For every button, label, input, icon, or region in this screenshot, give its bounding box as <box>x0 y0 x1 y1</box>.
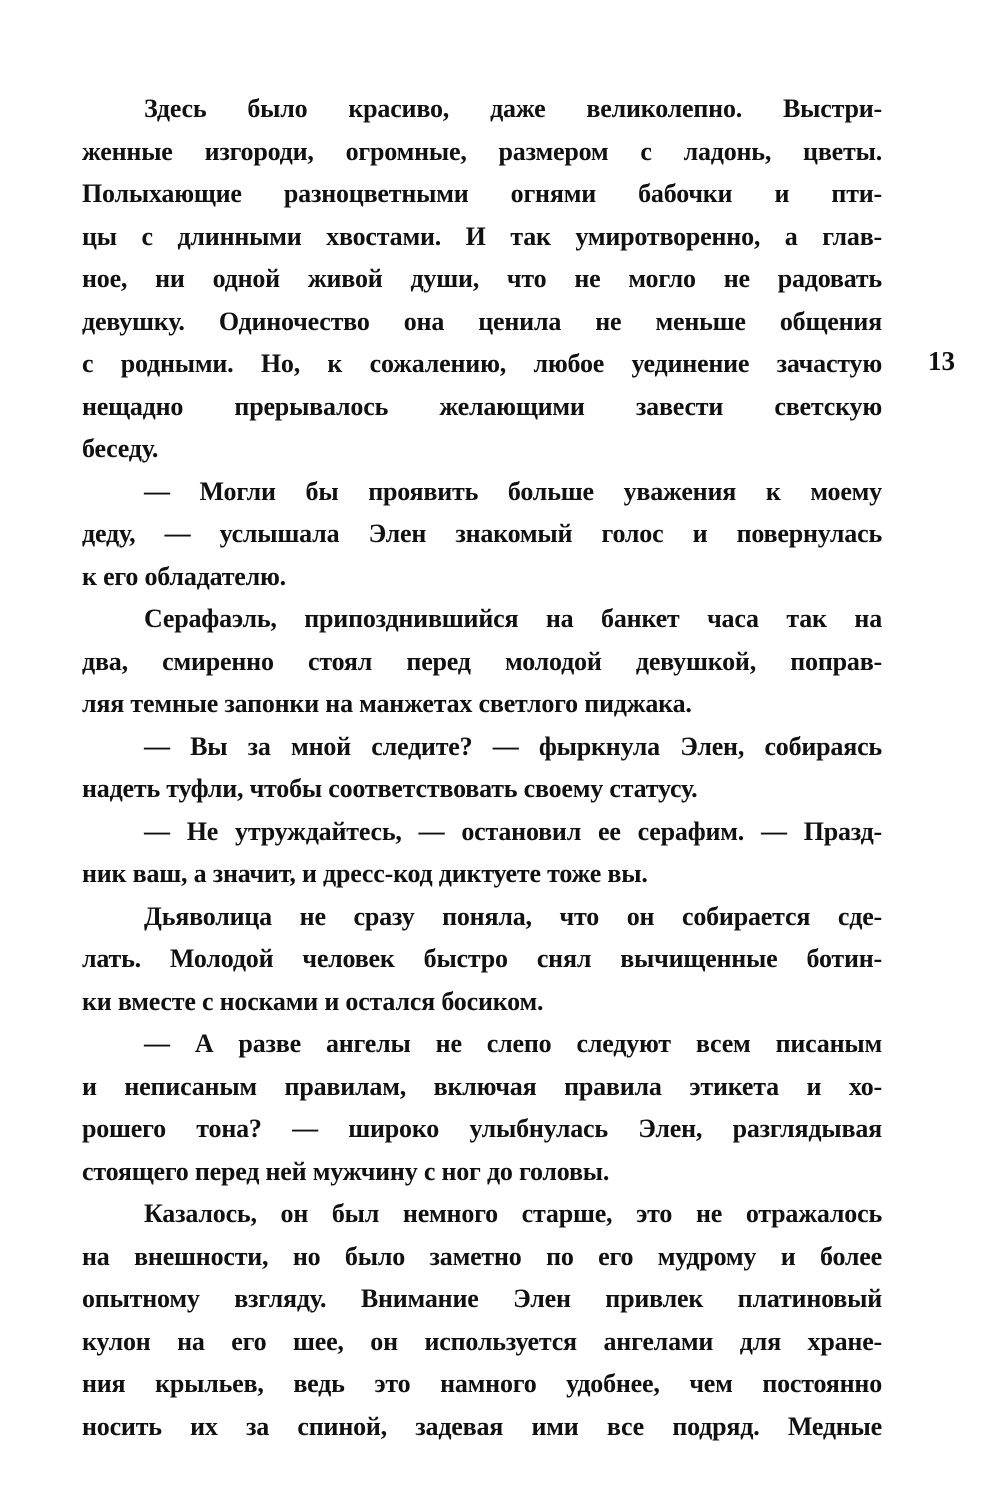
text-line: — Не утруждайтесь, — остановил ее серафим. — Празд- <box>144 816 882 846</box>
text-line: Дьяволица не сразу поняла, что он собирается сде- <box>144 901 882 931</box>
text-line: кулон на его шее, он используется ангелами для хране- <box>82 1326 882 1356</box>
text-line: женные изгороди, огромные, размером с ладонь, цветы. <box>82 136 882 166</box>
text-line: деду, — услышала Элен знакомый голос и повернулась <box>82 519 882 548</box>
text-line: — А разве ангелы не слепо следуют всем писаным <box>144 1029 882 1058</box>
text-line: стоящего перед ней мужчину с ног до головы. <box>82 1156 610 1186</box>
text-line: Казалось, он был немного старше, это не отражалось <box>144 1199 882 1228</box>
text-line: с родными. Но, к сожалению, любое уединение зачастую <box>82 349 882 378</box>
text-line: девушку. Одиночество она ценила не меньше общения <box>82 306 882 336</box>
text-line: и неписаным правилам, включая правила этикета и хо- <box>82 1071 882 1101</box>
page-number: 13 <box>928 346 955 376</box>
text-line: — Вы за мной следите? — фыркнула Элен, собираясь <box>144 731 882 761</box>
text-line: два, смиренно стоял перед молодой девушкой, поправ- <box>82 646 882 676</box>
text-line: Серафаэль, припозднившийся на банкет часа так на <box>144 604 882 633</box>
text-line: носить их за спиной, задевая ими все подряд. Медные <box>82 1411 882 1441</box>
text-line: опытному взгляду. Внимание Элен привлек платиновый <box>82 1284 882 1313</box>
text-line: ки вместе с носками и остался босиком. <box>82 986 544 1016</box>
text-line: нещадно прерывалось желающими завести светскую <box>82 391 882 421</box>
text-line: рошего тона? — широко улыбнулась Элен, разглядывая <box>82 1114 882 1143</box>
text-line: к его обладателю. <box>82 561 286 591</box>
text-line: ляя темные запонки на манжетах светлого пиджака. <box>82 689 692 718</box>
text-line: ное, ни одной живой души, что не могло не радовать <box>82 264 882 293</box>
text-line: лать. Молодой человек быстро снял вычищенные ботин- <box>82 944 882 973</box>
text-line: — Могли бы проявить больше уважения к моему <box>144 476 882 506</box>
text-line: цы с длинными хвостами. И так умиротворенно, а глав- <box>82 221 882 251</box>
text-line: беседу. <box>82 434 159 463</box>
text-line: надеть туфли, чтобы соответствовать своему статусу. <box>82 774 698 803</box>
book-page-text <box>82 88 882 1458</box>
text-line: Здесь было красиво, даже великолепно. Выстри- <box>144 94 882 123</box>
text-line: ник ваш, а значит, и дресс-код диктуете тоже вы. <box>82 859 648 888</box>
text-line: Полыхающие разноцветными огнями бабочки и пти- <box>82 179 882 208</box>
text-line: на внешности, но было заметно по его мудрому и более <box>82 1241 882 1271</box>
text-line: ния крыльев, ведь это намного удобнее, чем постоянно <box>82 1369 882 1398</box>
